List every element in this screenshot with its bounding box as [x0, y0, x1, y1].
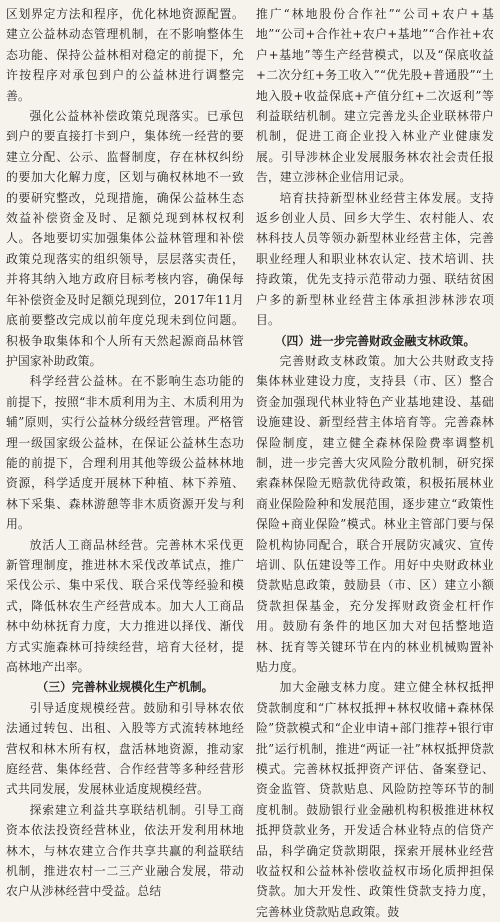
- paragraph: 完善财政支林政策。加大公共财政支持集体林业建设力度，支持县（市、区）整合资金加强现代林业特色产业基地建设、基础设施建设、新型经营主体培育等。完善森林保险制度，建立健全森林保险费率调整机制，进一步完善大灾风险分散机制，研究探索森林保险无赔款优待政策，积极拓展林业商业保险险种和发展范围，逐步建立“政策性保险+商业保险”模式。林业主管部门要与保险机构协同配合，联合开展防灾减灾、宣传培训、队伍建设等工作。用好中央财政林业贷款贴息政策，鼓励县（市、区）建立小额贷款担保基金，充分发挥财政资金杠杆作用。鼓励有条件的地区加大对包括整地造林、抚育等关键环节在内的林业机械购置补贴力度。: [256, 353, 494, 674]
- paragraph: 放活人工商品林经营。完善林木采伐更新管理制度，推进林木采伐改革试点，推广采伐公示、集中采伐、联合采伐等经验和模式，降低林农生产经营成本。加大人工商品林中幼林抚育力度，大力推进以择伐、渐伐方式实施森林可持续经营，培育大径材，提高林地产出率。: [6, 537, 244, 674]
- paragraph: 区划界定方法和程序，优化林地资源配置。建立公益林动态管理机制，在不影响整体生态功能、保持公益林相对稳定的前提下，允许按程序对承包到户的公益林进行调整完善。: [6, 7, 244, 103]
- section-heading: （三）完善林业规模化生产机制。: [36, 680, 214, 695]
- paragraph: 探索建立利益共享联结机制。引导工商资本依法投资经营林业，依法开发利用林地林木，与林农建立合作共享共赢的利益联结机制，推进农村一二三产业融合发展，带动农户从涉林经营中受益。总结: [6, 802, 244, 899]
- paragraph: 强化公益林补偿政策兑现落实。已承包到户的要直接打卡到户，集体统一经营的要建立分配、公示、监督制度，存在林权纠纷的要加大化解力度，区划与确权林地不一致的要研究整改，兑现措施，确保公益林生态效益补偿资金及时、足额兑现到林权权利人。各地要切实加强集体公益林管理和补偿政策兑现落实的组织领导，层层落实责任，并将其纳入地方政府目标考核内容，确保每年补偿资金及时足额兑现到位，2017年11月底前要整改完成以前年度兑现未到位问题。积极争取集体和个人所有天然起源商品林管护国家补助政策。: [6, 109, 244, 368]
- left-column: [6, 4, 244, 899]
- paragraph: 科学经营公益林。在不影响生态功能的前提下，按照“非木质利用为主、木质利用为辅”原则，实行公益林分级经营管理。严格管理一级国家级公益林，在保证公益林生态功能的前提下，合理利用其他等级公益林林地资源，科学适度开展林下种植、林下养殖、林下采集、森林游憩等非木质资源开发与利用。: [6, 374, 244, 532]
- paragraph: 引导适度规模经营。鼓励和引导林农依法通过转包、出租、入股等方式流转林地经营权和林木所有权，盘活林地资源，推动家庭经营、集体经营、合作经营等多种经营形式共同发展，发展林业适度规模经营。: [6, 700, 244, 797]
- section-heading: （四）进一步完善财政金融支林政策。: [274, 333, 476, 348]
- paragraph: 推广“林地股份合作社”“公司+农户+基地”“公司+合作社+农户+基地”“合作社+农户+基地”等生产经营模式，以及“保底收益+二次分红+务工收入”“优先股+普通股”“土地入股+收益保底+产值分红+二次返利”等利益联结机制。建立完善龙头企业联林带户机制，促进工商企业投入林业产业健康发展。引导涉林企业发展服务林农社会责任报告，建立涉林企业信用记录。: [256, 7, 494, 185]
- paragraph: 加大金融支林力度。建立健全林权抵押贷款制度和“广林权抵押+林权收储+森林保险”贷款模式和“企业申请+部门推荐+银行审批”运行机制，推进“两证一社”林权抵押贷款模式。完善林权抵押资产评估、备案登记、资金监管、贷款贴息、风险防控等环节的制度机制。鼓励银行业金融机构积极推进林权抵押贷款业务，开发适合林业特点的信贷产品，科学确定贷款期限，探索开展林业经营收益权和公益林补偿收益权市场化质押担保贷款。加大开发性、政策性贷款支持力度，完善林业贷款贴息政策。鼓: [256, 680, 494, 919]
- right-column: [256, 4, 494, 919]
- paragraph: 培育扶持新型林业经营主体发展。支持返乡创业人员、回乡大学生、农村能人、农林科技人员等领办新型林业经营主体，完善职业经理人和职业林农认定、技术培训、扶持政策，优先支持示范带动力强、联结贫困户多的新型林业经营主体承担涉林涉农项目。: [256, 190, 494, 328]
